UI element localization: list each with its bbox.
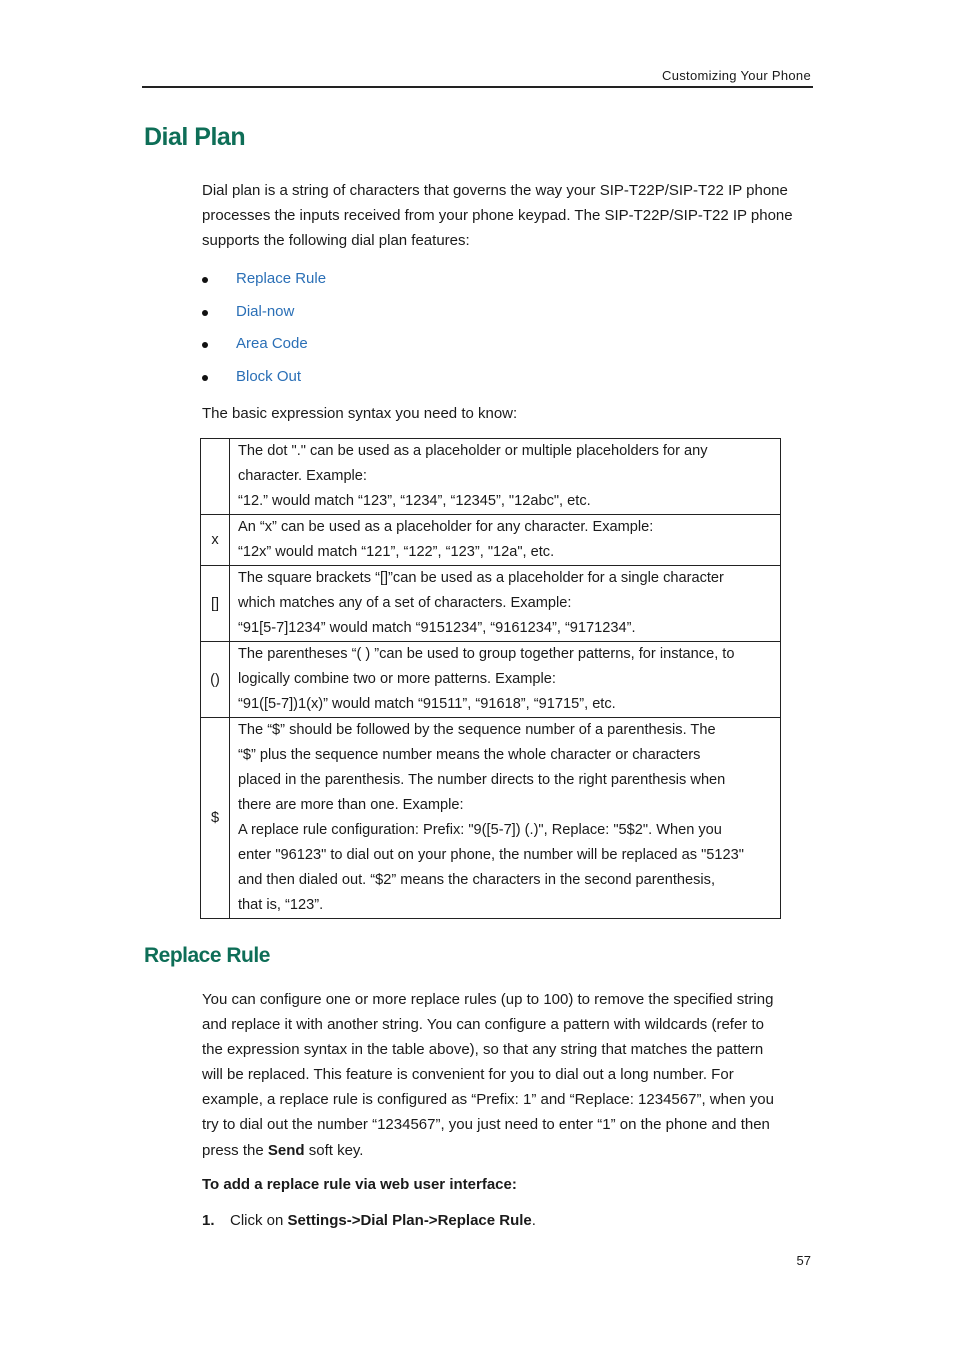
- table-row: [201, 718, 781, 919]
- description-line: “12.” would match “123”, “1234”, “12345”, "12abc", etc.: [238, 493, 591, 509]
- menu-path: Settings->Dial Plan->Replace Rule: [287, 1212, 532, 1229]
- intro-line: Dial plan is a string of characters that governs the way your SIP-T22P/SIP-T22 IP phone: [202, 182, 788, 199]
- link-replace-rule[interactable]: Replace Rule: [236, 270, 327, 287]
- syntax-symbol: []: [201, 566, 230, 642]
- table-row: [201, 566, 781, 642]
- description-line: and then dialed out. “$2” means the characters in the second parenthesis,: [238, 872, 716, 888]
- link-dial-now[interactable]: Dial-now: [236, 302, 295, 320]
- paragraph-line: will be replaced. This feature is convenient for you to dial out a long number. For: [202, 1066, 734, 1084]
- bullet-icon: [202, 375, 208, 381]
- syntax-description: [230, 515, 781, 566]
- page-title: Dial Plan: [144, 123, 246, 151]
- paragraph-text: soft key.: [304, 1141, 364, 1159]
- syntax-symbol: [201, 439, 230, 515]
- description-line: The “$” should be followed by the sequence number of a parenthesis. The: [238, 722, 716, 738]
- link-block-out[interactable]: Block Out: [236, 367, 302, 385]
- table-row: [201, 642, 781, 718]
- syntax-description: [230, 566, 781, 642]
- paragraph-text: press the: [202, 1141, 268, 1159]
- intro-line: processes the inputs received from your phone keypad. The SIP-T22P/SIP-T22 IP phone: [202, 207, 793, 224]
- send-key-label: Send: [267, 1141, 305, 1159]
- procedure-step: [202, 1212, 536, 1229]
- syntax-symbol: (): [201, 642, 230, 718]
- paragraph-line: the expression syntax in the table above), so that any string that matches the pattern: [202, 1041, 764, 1059]
- header-section-title: Customizing Your Phone: [662, 68, 811, 83]
- table-row: [201, 439, 781, 515]
- page-number: 57: [796, 1253, 811, 1268]
- paragraph-line: [202, 1138, 808, 1163]
- syntax-description: [230, 642, 781, 718]
- step-number: 1.: [202, 1212, 215, 1229]
- bullet-icon: [202, 342, 208, 348]
- syntax-table: [200, 438, 781, 919]
- description-line: The square brackets “[]”can be used as a placeholder for a single character: [238, 570, 724, 586]
- bullet-icon: [202, 277, 208, 283]
- syntax-intro: The basic expression syntax you need to know:: [202, 405, 518, 422]
- syntax-symbol: x: [201, 515, 230, 566]
- link-area-code[interactable]: Area Code: [236, 335, 308, 352]
- intro-line: supports the following dial plan features:: [202, 232, 470, 249]
- description-line: that is, “123”.: [238, 897, 324, 913]
- description-line: there are more than one. Example:: [238, 797, 464, 813]
- syntax-description: [230, 439, 781, 515]
- description-line: placed in the parenthesis. The number directs to the right parenthesis when: [238, 772, 726, 788]
- paragraph-line: and replace it with another string. You can configure a pattern with wildcards (refer to: [202, 1016, 764, 1034]
- description-line: A replace rule configuration: Prefix: "9([5-7]) (.)", Replace: "5$2". When you: [238, 822, 722, 838]
- description-line: The dot "." can be used as a placeholder or multiple placeholders for any: [238, 443, 708, 459]
- paragraph-line: You can configure one or more replace rules (up to 100) to remove the specified string: [202, 991, 774, 1008]
- syntax-description: [230, 718, 781, 919]
- description-line: logically combine two or more patterns. Example:: [238, 671, 556, 687]
- description-line: which matches any of a set of characters. Example:: [238, 595, 572, 611]
- table-row: [201, 515, 781, 566]
- description-line: The parentheses “( ) ”can be used to group together patterns, for instance, to: [238, 646, 735, 662]
- description-line: character. Example:: [238, 468, 367, 484]
- page-header: [142, 66, 813, 88]
- description-line: An “x” can be used as a placeholder for any character. Example:: [238, 519, 654, 535]
- description-line: “$” plus the sequence number means the whole character or characters: [238, 747, 701, 763]
- procedure-title: To add a replace rule via web user interface:: [202, 1176, 517, 1193]
- paragraph-line: example, a replace rule is configured as “Prefix: 1” and “Replace: 1234567”, when you: [202, 1091, 774, 1109]
- step-text-end: .: [531, 1212, 536, 1229]
- description-line: “91[5-7]1234” would match “9151234”, “9161234”, “9171234”.: [238, 620, 636, 636]
- replace-rule-paragraph: [202, 987, 808, 1163]
- intro-paragraph: [202, 178, 802, 253]
- syntax-symbol: $: [201, 718, 230, 919]
- description-line: “12x” would match “121”, “122”, “123”, "12a", etc.: [238, 544, 555, 560]
- section-heading-replace-rule: Replace Rule: [144, 944, 270, 967]
- paragraph-line: try to dial out the number “1234567”, you just need to enter “1” on the phone and then: [202, 1116, 770, 1134]
- description-line: enter "96123" to dial out on your phone, the number will be replaced as "5123": [238, 847, 744, 863]
- description-line: “91([5-7])1(x)” would match “91511”, “91618”, “91715”, etc.: [238, 696, 616, 712]
- bullet-icon: [202, 310, 208, 316]
- step-text: Click on: [230, 1212, 288, 1229]
